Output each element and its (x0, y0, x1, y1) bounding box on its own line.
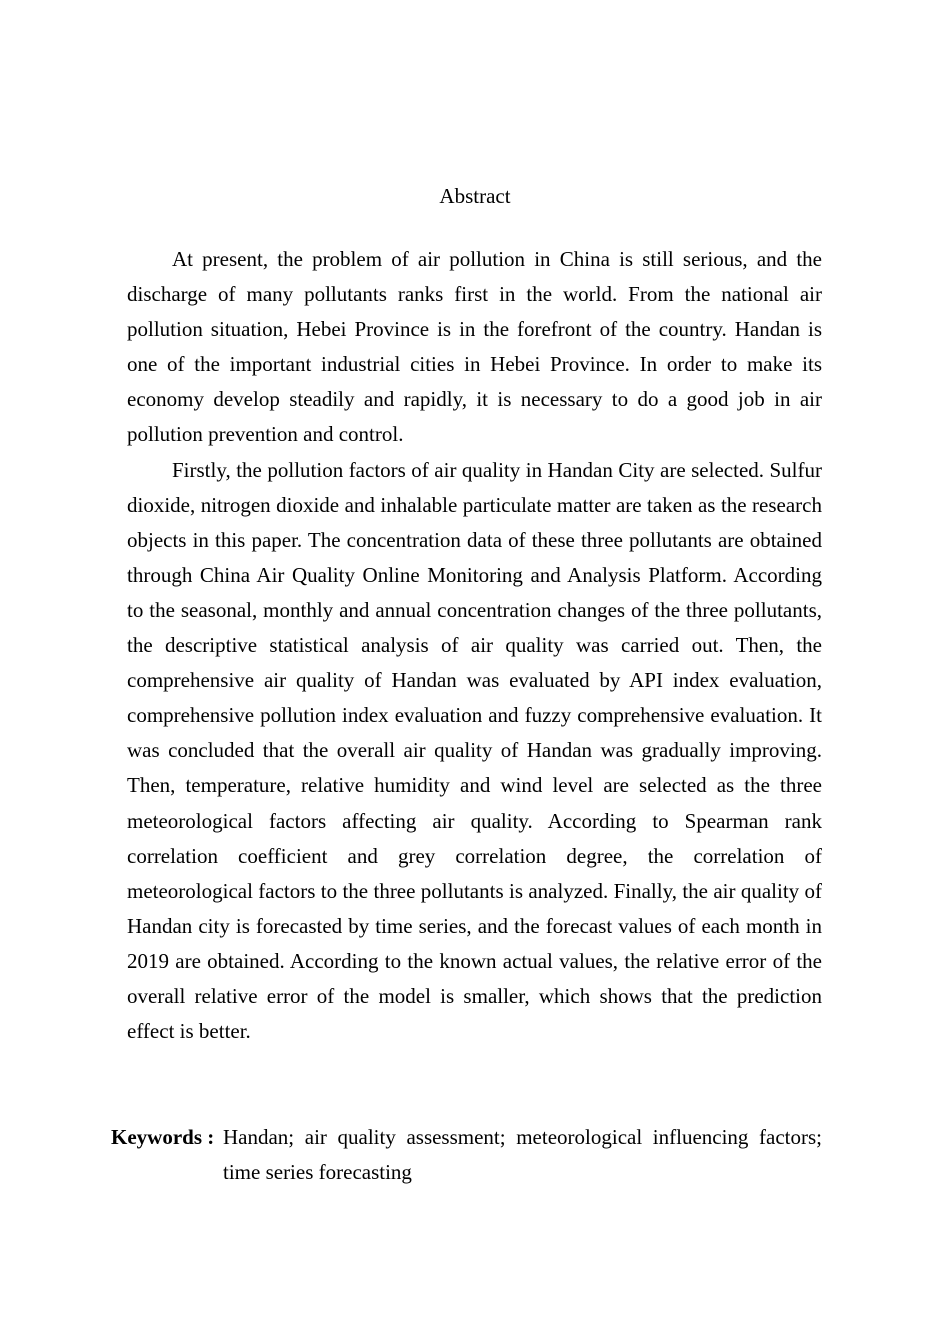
keywords-text: Handan; air quality assessment; meteorological influencing factors; time series forecasting (223, 1125, 822, 1185)
abstract-paragraph-1: At present, the problem of air pollution in China is still serious, and the discharge of many pollutants ranks first in the world. From the national air pollution situation, Hebei Province is in the forefront of the country. Handan is one of the important industrial cities in Hebei Province. In order to make its economy develop steadily and rapidly, it is necessary to do a good job in air pollution prevention and control. (127, 247, 822, 447)
keywords-label: Keywords : (111, 1125, 215, 1149)
abstract-body (127, 242, 822, 1049)
abstract-title: Abstract (439, 184, 511, 208)
keywords-line (111, 1120, 822, 1190)
abstract-paragraph-2: Firstly, the pollution factors of air quality in Handan City are selected. Sulfur dioxide, nitrogen dioxide and inhalable particulate matter are taken as the research objects in this paper. The concentration data of these three pollutants are obtained through China Air Quality Online Monitoring and Analysis Platform. According to the seasonal, monthly and annual concentration changes of the three pollutants, the descriptive statistical analysis of air quality was carried out. Then, the comprehensive air quality of Handan was evaluated by API index evaluation, comprehensive pollution index evaluation and fuzzy comprehensive evaluation. It was concluded that the overall air quality of Handan was gradually improving. Then, temperature, relative humidity and wind level are selected as the three meteorological factors affecting air quality. According to Spearman rank correlation coefficient and grey correlation degree, the correlation of meteorological factors to the three pollutants is analyzed. Finally, the air quality of Handan city is forecasted by time series, and the forecast values of each month in 2019 are obtained. According to the known actual values, the relative error of the overall relative error of the model is smaller, which shows that the prediction effect is better. (127, 457, 822, 1044)
